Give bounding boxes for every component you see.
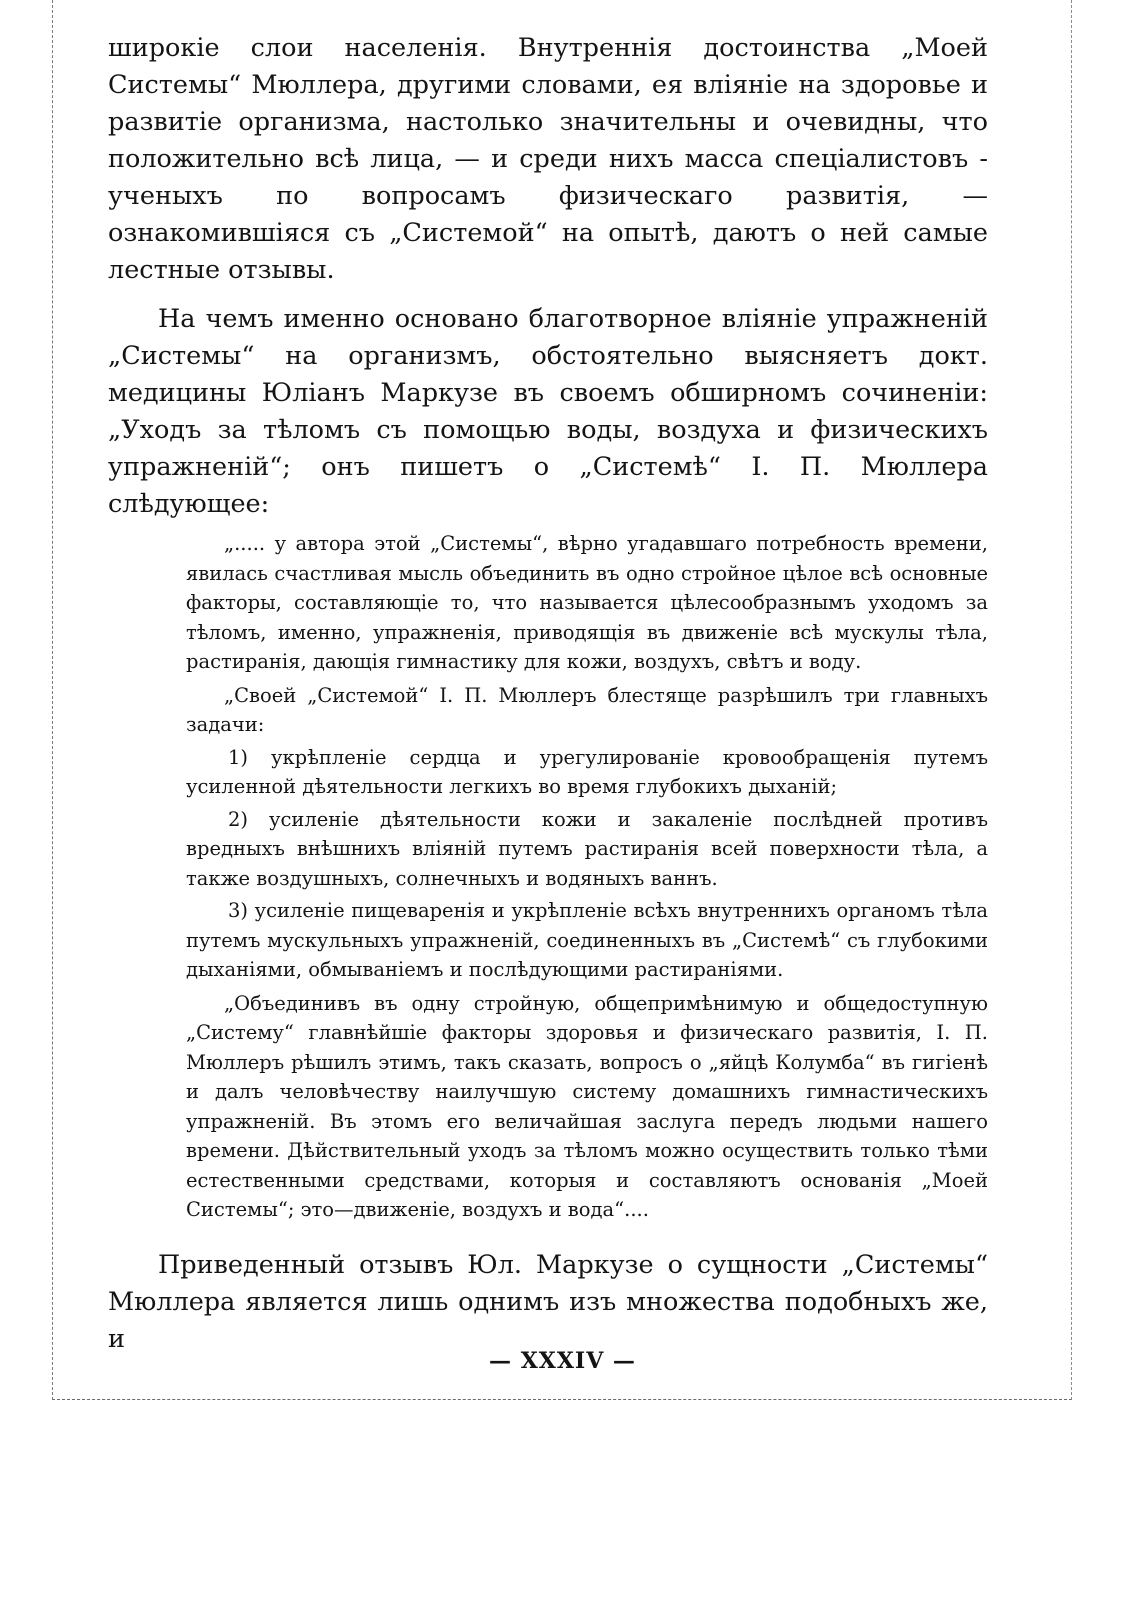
page-number: — XXXIV — bbox=[489, 1348, 636, 1374]
quote-list-item-1: 1) укрѣпленіе сердца и урегулированіе кровообращенія путемъ усиленной дѣятельности легкихъ во время глубокихъ дыханій; bbox=[186, 745, 988, 798]
paragraph-3: Приведенный отзывъ Юл. Маркузе о сущности „Системы“ Мюллера является лишь однимъ изъ множества подобныхъ же, и bbox=[108, 1249, 988, 1354]
quote-list-item-3: 3) усиленіе пищеваренія и укрѣпленіе всѣхъ внутреннихъ органомъ тѣла путемъ мускульныхъ упражненій, соединенныхъ въ „Системѣ“ съ глубокими дыханіями, обмываніемъ и послѣдующими растираніями. bbox=[186, 899, 988, 981]
page-body bbox=[108, 30, 988, 1358]
quote-paragraph-2: „Своей „Системой“ I. П. Мюллеръ блестяще разрѣшилъ три главныхъ задачи: bbox=[186, 683, 988, 736]
quote-paragraph-3: „Объединивъ въ одну стройную, общепримѣнимую и общедоступную „Систему“ главнѣйшіе факторы здоровья и физическаго развитія, I. П. Мюллеръ рѣшилъ этимъ, такъ сказать, вопросъ о „яйцѣ Колумба“ въ гигіенѣ и далъ человѣчеству наилучшую систему домашнихъ гимнастическихъ упражненій. Въ этомъ его величайшая заслуга передъ людьми нашего времени. Дѣйствительный уходъ за тѣломъ можно осуществить только тѣми естественными средствами, которыя и составляютъ основанія „Моей Системы“; это—движеніе, воздухъ и вода“.... bbox=[186, 991, 988, 1221]
quote-list-item-2: 2) усиленіе дѣятельности кожи и закаленіе послѣдней противъ вредныхъ внѣшнихъ вліяній путемъ растиранія всей поверхности тѣла, а также воздушныхъ, солнечныхъ и водяныхъ ваннъ. bbox=[186, 807, 988, 890]
paragraph-1: широкіе слои населенія. Внутреннія достоинства „Моей Системы“ Мюллера, другими словами, ея вліяніе на здоровье и развитіе организма, настолько значительны и очевидны, что положительно всѣ лица, — и среди нихъ масса спеціалистовъ - ученыхъ по вопросамъ физическаго развитія, — ознакомившіяся съ „Системой“ на опытѣ, даютъ о ней самые лестные отзывы. bbox=[108, 33, 988, 285]
quote-paragraph-1: „..... у автора этой „Системы“, вѣрно угадавшаго потребность времени, явилась счастливая мысль объединить въ одно стройное цѣлое всѣ основные факторы, составляющіе то, что называется цѣлесообразнымъ уходомъ за тѣломъ, именно, упражненія, приводящія въ движеніе всѣ мускулы тѣла, растиранія, дающія гимнастику для кожи, воздухъ, свѣтъ и воду. bbox=[186, 532, 988, 673]
quotation-block bbox=[186, 529, 988, 1225]
paragraph-2: На чемъ именно основано благотворное вліяніе упражненій „Системы“ на организмъ, обстоятельно выясняетъ докт. медицины Юліанъ Маркузе въ своемъ обширномъ сочиненіи: „Уходъ за тѣломъ съ помощью воды, воздуха и физическихъ упражненій“; онъ пишетъ о „Системѣ“ I. П. Мюллера слѣдующее: bbox=[108, 304, 988, 519]
